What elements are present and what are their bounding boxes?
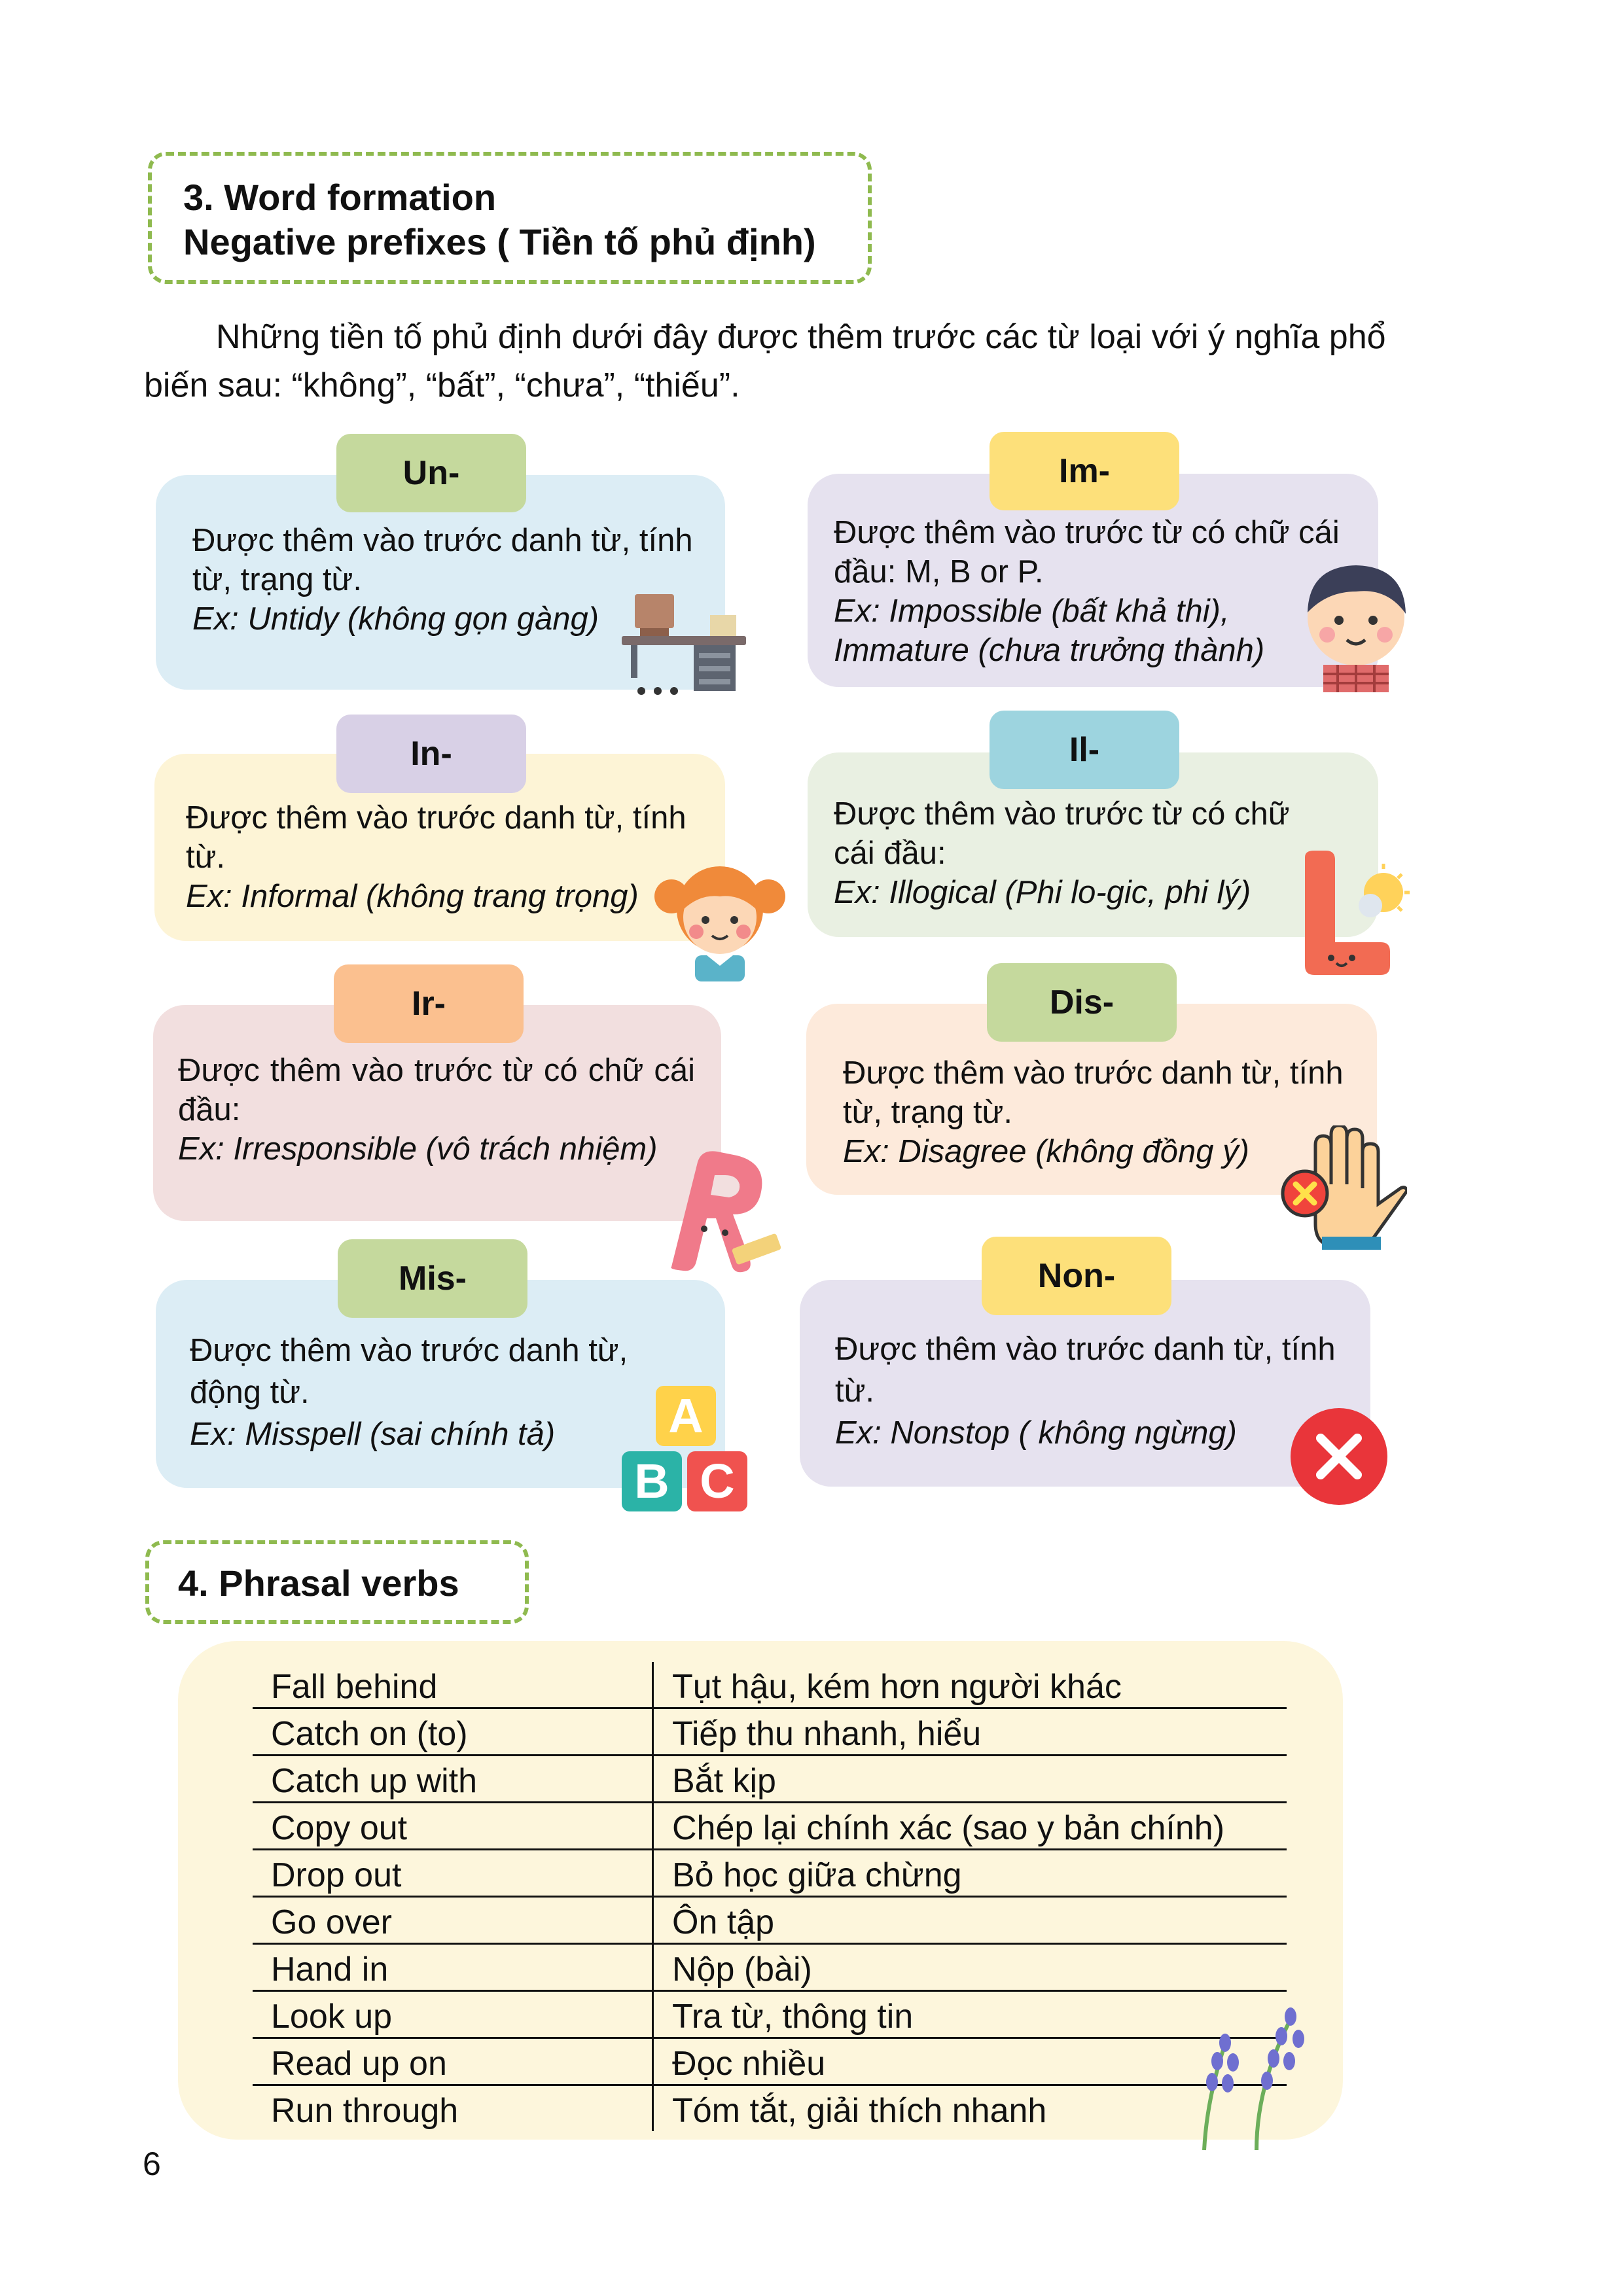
- phrasal-verb-meaning: Chép lại chính xác (sao y bản chính): [653, 1803, 1287, 1850]
- phrasal-verb-meaning: Nộp (bài): [653, 1944, 1287, 1991]
- table-row: [253, 1756, 1287, 1803]
- prefix-example-un: Ex: Untidy (không gọn gàng): [192, 601, 599, 637]
- prefix-card-in-text: [186, 798, 703, 916]
- section-4-heading-box: [145, 1540, 529, 1624]
- table-row: [253, 1708, 1287, 1756]
- prefix-desc-non: Được thêm vào trước danh từ, tính từ.: [835, 1332, 1336, 1409]
- table-row: [253, 1897, 1287, 1944]
- phrasal-verb: Look up: [253, 1991, 653, 2038]
- desk-icon: [622, 576, 746, 700]
- phrasal-verb: Go over: [253, 1897, 653, 1944]
- phrasal-verb-meaning: Tra từ, thông tin: [653, 1991, 1287, 2038]
- prefix-tag-in: In-: [336, 715, 526, 793]
- prefix-example-il: Ex: Illogical (Phi lo-gic, phi lý): [834, 875, 1251, 910]
- block-a: A: [656, 1386, 716, 1446]
- prefix-example-im: Ex: Impossible (bất khả thi), Immature (chưa trưởng thành): [834, 593, 1265, 668]
- prefix-card-non-text: [835, 1328, 1352, 1454]
- prefix-desc-im: Được thêm vào trước từ có chữ cái đầu: M, B or P.: [834, 515, 1340, 590]
- prefix-card-im-text: [834, 513, 1351, 670]
- block-c: C: [687, 1451, 747, 1511]
- prefix-tag-im: Im-: [990, 432, 1179, 510]
- table-row: [253, 1944, 1287, 1991]
- prefix-desc-mis: Được thêm vào trước danh từ, động từ.: [190, 1333, 628, 1410]
- phrasal-verb-meaning: Bỏ học giữa chừng: [653, 1850, 1287, 1897]
- letter-l-icon: [1292, 851, 1423, 979]
- prefix-example-dis: Ex: Disagree (không đồng ý): [843, 1134, 1249, 1169]
- section-3-heading-box: [148, 152, 872, 284]
- abc-blocks-icon: [622, 1386, 753, 1514]
- phrasal-verb: Read up on: [253, 2038, 653, 2085]
- page-number: 6: [143, 2146, 161, 2182]
- prefix-desc-il: Được thêm vào trước từ có chữ cái đầu:: [834, 796, 1290, 871]
- prefix-card-ir-text: [178, 1051, 695, 1169]
- phrasal-verb-meaning: Tóm tắt, giải thích nhanh: [672, 2092, 1047, 2130]
- girl-icon: [654, 857, 785, 981]
- prefix-example-mis: Ex: Misspell (sai chính tả): [190, 1417, 556, 1452]
- lavender-flowers-icon: [1178, 2002, 1329, 2153]
- section-3-title-line1: 3. Word formation: [183, 177, 497, 218]
- table-row: [253, 1991, 1287, 2038]
- prefix-example-ir: Ex: Irresponsible (vô trách nhiệm): [178, 1131, 658, 1167]
- phrasal-verb-meaning: Đọc nhiều: [653, 2038, 1287, 2085]
- table-row: [253, 2085, 1287, 2132]
- intro-paragraph: Những tiền tố phủ định dưới đây được thêm trước các từ loại với ý nghĩa phổ biến sau: “không”, “bất”, “chưa”, “thiếu”.: [144, 318, 1386, 404]
- phrasal-verb: Run through: [253, 2085, 653, 2132]
- phrasal-verb-meaning: Ôn tập: [653, 1897, 1287, 1944]
- section-3-title-line2: Negative prefixes ( Tiền tố phủ định): [183, 221, 816, 262]
- prefix-desc-un: Được thêm vào trước danh từ, tính từ, trạng từ.: [192, 523, 693, 597]
- phrasal-verb: Hand in: [253, 1944, 653, 1991]
- phrasal-verb: Catch on (to): [253, 1708, 653, 1756]
- stop-hand-icon: [1276, 1125, 1407, 1250]
- prefix-desc-ir: Được thêm vào trước từ có chữ cái đầu:: [178, 1053, 695, 1127]
- prefix-tag-un: Un-: [336, 434, 526, 512]
- block-b: B: [622, 1451, 682, 1511]
- x-circle-icon: [1289, 1407, 1389, 1506]
- prefix-tag-il: Il-: [990, 711, 1179, 789]
- letter-r-icon: [652, 1142, 783, 1277]
- table-row: [253, 1662, 1287, 1708]
- table-row: [253, 1803, 1287, 1850]
- prefix-tag-dis: Dis-: [987, 963, 1177, 1042]
- phrasal-verbs-table: [253, 1662, 1287, 2131]
- table-row: [253, 2038, 1287, 2085]
- prefix-example-in: Ex: Informal (không trang trọng): [186, 879, 639, 914]
- prefix-card-il-text: [834, 794, 1331, 912]
- phrasal-verb-meaning: Bắt kịp: [653, 1756, 1287, 1803]
- boy-icon: [1296, 555, 1418, 692]
- section-3-title: [183, 175, 864, 264]
- phrasal-verb: Copy out: [253, 1803, 653, 1850]
- prefix-tag-ir: Ir-: [334, 964, 524, 1043]
- prefix-tag-mis: Mis-: [338, 1239, 527, 1318]
- prefix-example-non: Ex: Nonstop ( không ngừng): [835, 1415, 1237, 1451]
- phrasal-verb: Drop out: [253, 1850, 653, 1897]
- section-4-title: 4. Phrasal verbs: [178, 1563, 459, 1604]
- phrasal-verb: Catch up with: [253, 1756, 653, 1803]
- prefix-tag-non: Non-: [982, 1237, 1171, 1315]
- table-row: [253, 1850, 1287, 1897]
- phrasal-verb-meaning: Tiếp thu nhanh, hiểu: [653, 1708, 1287, 1756]
- phrasal-verb: Fall behind: [253, 1662, 653, 1708]
- phrasal-verb-meaning: Tụt hậu, kém hơn người khác: [653, 1662, 1287, 1708]
- prefix-desc-dis: Được thêm vào trước danh từ, tính từ, trạng từ.: [843, 1055, 1344, 1130]
- prefix-desc-in: Được thêm vào trước danh từ, tính từ.: [186, 800, 687, 875]
